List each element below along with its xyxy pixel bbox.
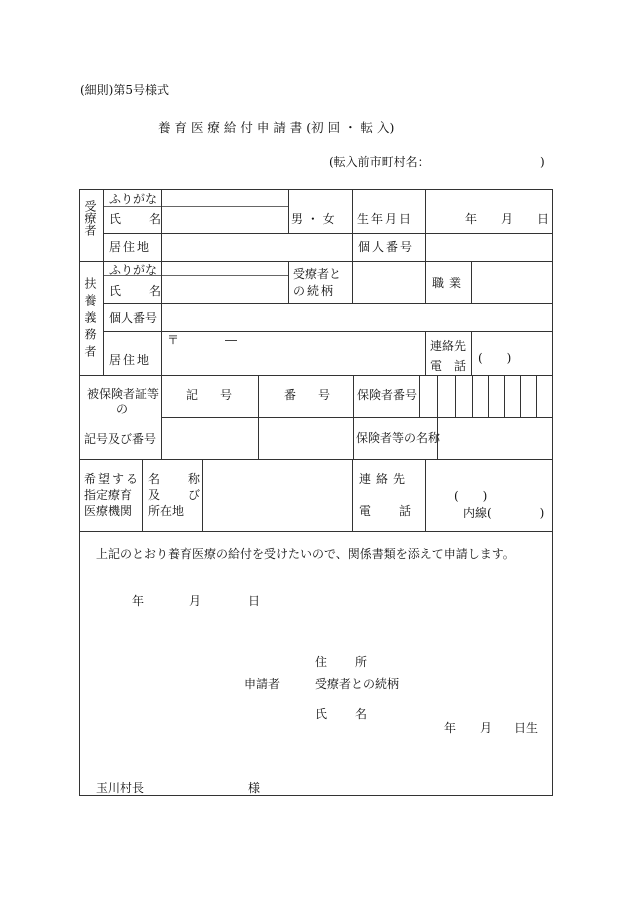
applicant-birth-month: 月: [480, 721, 493, 735]
guardian-relationship-label-2: の続柄: [293, 284, 336, 298]
recipient-name-label: 氏 名: [109, 212, 170, 226]
institution-contact-label: 連絡先: [359, 472, 411, 486]
recipient-furigana-label: ふりがな: [109, 192, 158, 206]
recipient-birth-month: 月: [501, 212, 514, 226]
insurance-insurer-name-label: 保険者等の名称: [356, 431, 441, 445]
previous-municipality-close: ): [540, 155, 545, 169]
insurance-card-label-1: 被保険者証等: [87, 387, 160, 401]
guardian-contact-label: 連絡先: [430, 339, 467, 353]
page-title: 養 育 医 療 給 付 申 請 書 (初 回 ・ 転 入): [158, 120, 395, 135]
institution-label-1: 希望する: [84, 472, 141, 486]
institution-phone-label: 電 話: [359, 504, 420, 518]
recipient-birth-year: 年: [465, 212, 478, 226]
institution-extension: 内線( ): [463, 506, 545, 520]
institution-label-3: 医療機関: [84, 504, 133, 518]
declaration-date-year: 年: [132, 594, 145, 608]
guardian-name-label: 氏 名: [109, 284, 170, 298]
addressee: 玉川村長: [96, 781, 145, 795]
recipient-birthdate-label: 生年月日: [357, 212, 414, 226]
applicant-label: 申請者: [244, 677, 281, 691]
institution-and-label: 及 び: [148, 488, 209, 502]
institution-phone-parens: ( ): [454, 489, 488, 503]
guardian-phone-label: 電 話: [430, 359, 467, 373]
insurance-number-label: 番 号: [284, 388, 336, 402]
institution-name-label: 名 称: [148, 472, 209, 486]
declaration-statement: 上記のとおり養育医療の給付を受けたいので、関係書類を添えて申請します。: [96, 547, 515, 561]
recipient-birth-day: 日: [537, 212, 550, 226]
applicant-name-label: 氏 名: [315, 707, 376, 721]
applicant-relationship-label: 受療者との続柄: [315, 677, 400, 691]
addressee-honorific: 様: [248, 781, 261, 795]
insurance-card-label-2: の: [116, 402, 129, 416]
guardian-furigana-label: ふりがな: [109, 263, 158, 277]
guardian-occupation-label: 職業: [432, 276, 467, 290]
recipient-address-label: 居住地: [109, 240, 152, 254]
applicant-birth-year: 年: [444, 721, 457, 735]
guardian-phone-parens: ( ): [478, 351, 512, 365]
applicant-birth-day: 日生: [514, 721, 539, 735]
guardian-postal-dash: ―: [225, 333, 237, 347]
recipient-section-label: 受療者: [83, 200, 97, 236]
declaration-date-month: 月: [189, 594, 202, 608]
recipient-individual-number-label: 個人番号: [358, 240, 415, 254]
institution-label-2: 指定療育: [84, 488, 133, 502]
guardian-section-label: 扶養義務者: [83, 277, 97, 362]
applicant-address-label: 住 所: [315, 655, 376, 669]
guardian-individual-number-label: 個人番号: [109, 311, 158, 325]
previous-municipality-label: (転入前市町村名：: [329, 155, 430, 169]
declaration-date-day: 日: [248, 594, 261, 608]
insurance-symbol-label: 記 号: [186, 388, 238, 402]
guardian-postal-mark: 〒: [167, 333, 180, 347]
institution-address-label: 所在地: [148, 504, 185, 518]
guardian-address-label: 居住地: [109, 353, 152, 367]
insurance-card-label-3: 記号及び番号: [84, 432, 157, 446]
guardian-relationship-label-1: 受療者と: [293, 267, 342, 281]
form-number: (細則)第5号様式: [80, 83, 169, 97]
insurance-insurer-number-label: 保険者番号: [357, 388, 418, 402]
recipient-sex-options: 男 ・ 女: [291, 212, 335, 226]
